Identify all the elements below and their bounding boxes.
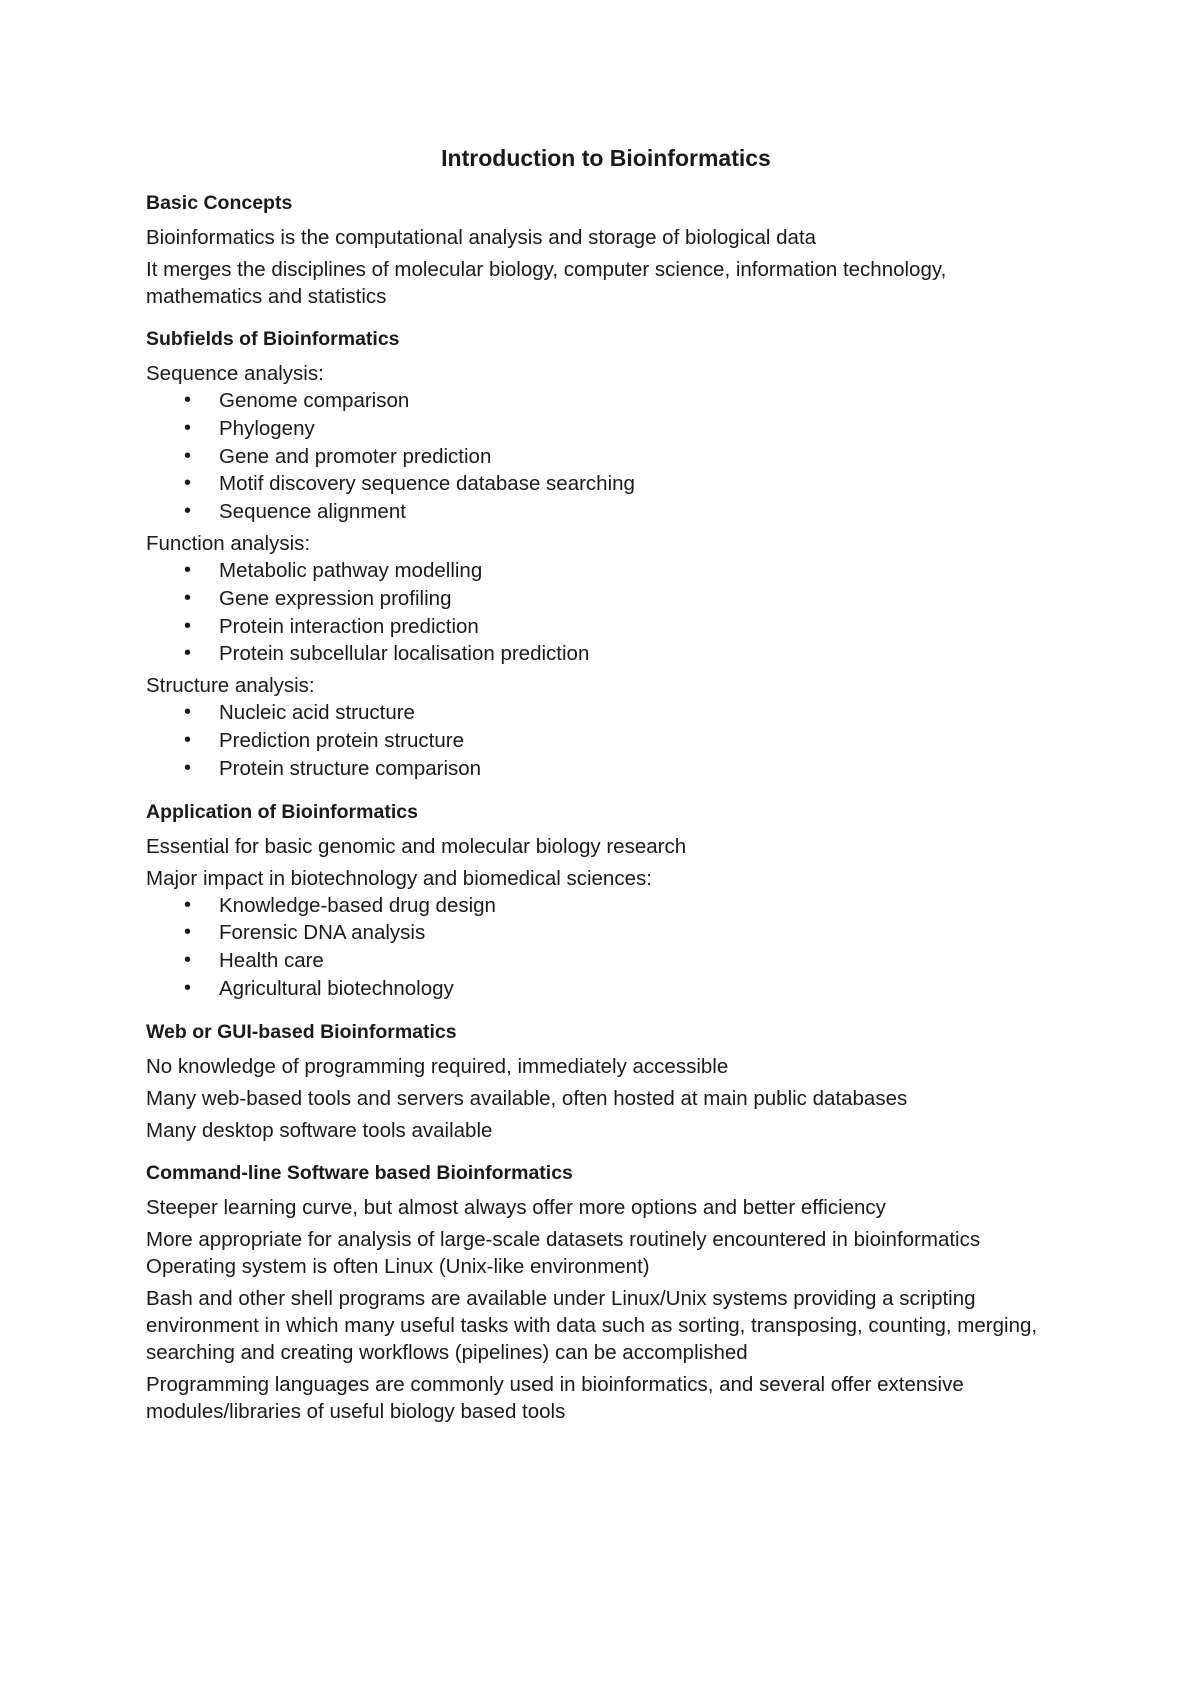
list-item (146, 755, 1066, 783)
bullet-icon: • (184, 921, 192, 944)
list-item (146, 387, 1066, 415)
list-item-text: Gene and promoter prediction (219, 444, 492, 468)
list-item (146, 919, 1066, 947)
bullet-list-application (146, 892, 1066, 1003)
paragraph: No knowledge of programming required, immediately accessible (146, 1054, 729, 1078)
list-item (146, 498, 1066, 526)
list-item (146, 557, 1066, 585)
list-item (146, 727, 1066, 755)
section-heading: Subfields of Bioinformatics (146, 328, 400, 350)
paragraph: Major impact in biotechnology and biomedical sciences: (146, 866, 652, 890)
bullet-icon: • (184, 728, 192, 751)
paragraph: Programming languages are commonly used in bioinformatics, and several offer extensive modules/libraries of useful biology based tools (146, 1372, 964, 1423)
list-item-text: Sequence alignment (219, 500, 406, 524)
group-label-structure: Structure analysis: (146, 674, 315, 698)
document-title: Introduction to Bioinformatics (441, 145, 771, 171)
list-item-text: Nucleic acid structure (219, 701, 415, 725)
section-application (146, 799, 1066, 1003)
list-item-text: Phylogeny (219, 416, 315, 440)
bullet-icon: • (184, 558, 192, 581)
list-item-text: Knowledge-based drug design (219, 893, 496, 917)
section-heading: Application of Bioinformatics (146, 800, 418, 823)
bullet-list-sequence (146, 387, 1066, 526)
section-subfields (146, 326, 1066, 783)
paragraph: Many desktop software tools available (146, 1118, 493, 1142)
bullet-icon: • (184, 389, 192, 411)
list-item (146, 947, 1066, 975)
bullet-icon: • (184, 976, 192, 999)
list-item (146, 892, 1066, 920)
list-item-text: Genome comparison (219, 389, 410, 412)
list-item (146, 443, 1066, 471)
paragraph: Operating system is often Linux (Unix-like environment) (146, 1254, 650, 1278)
list-item (146, 640, 1066, 668)
section-command-line (146, 1160, 1066, 1425)
bullet-icon: • (184, 416, 192, 439)
paragraph: Many web-based tools and servers available, often hosted at main public databases (146, 1086, 908, 1110)
section-basic-concepts (146, 190, 1066, 310)
section-web-gui (146, 1019, 1066, 1144)
section-heading: Web or GUI-based Bioinformatics (146, 1020, 457, 1043)
document-body (146, 145, 1066, 1441)
list-item-text: Protein structure comparison (219, 756, 482, 780)
list-item-text: Protein subcellular localisation prediction (219, 642, 590, 666)
list-item (146, 699, 1066, 727)
bullet-icon: • (184, 444, 192, 467)
list-item (146, 975, 1066, 1003)
group-label-function: Function analysis: (146, 531, 311, 555)
list-item-text: Metabolic pathway modelling (219, 558, 483, 582)
list-item (146, 415, 1066, 443)
bullet-icon: • (184, 893, 192, 916)
list-item-text: Gene expression profiling (219, 586, 452, 610)
list-item-text: Protein interaction prediction (219, 614, 479, 638)
bullet-icon: • (184, 642, 192, 665)
paragraph: Steeper learning curve, but almost always offer more options and better efficiency (146, 1195, 886, 1219)
paragraph: More appropriate for analysis of large-scale datasets routinely encountered in bioinformatics (146, 1227, 981, 1251)
section-heading: Basic Concepts (146, 192, 293, 214)
bullet-icon: • (184, 756, 192, 779)
section-heading: Command-line Software based Bioinformatics (146, 1161, 573, 1184)
list-item-text: Health care (219, 949, 324, 973)
list-item-text: Forensic DNA analysis (219, 921, 426, 945)
list-item-text: Agricultural biotechnology (219, 976, 454, 1000)
paragraph: Bash and other shell programs are available under Linux/Unix systems providing a scripting environment in which many useful tasks with data such as sorting, transposing, counting, merging, searching and creating workflows (pipelines) can be accomplished (146, 1286, 1038, 1364)
list-item-text: Motif discovery sequence database searching (219, 472, 635, 496)
paragraph: Essential for basic genomic and molecular biology research (146, 834, 687, 858)
paragraph: It merges the disciplines of molecular biology, computer science, information technology, mathematics and statistics (146, 258, 947, 308)
bullet-icon: • (184, 949, 192, 972)
bullet-list-structure (146, 699, 1066, 782)
list-item (146, 585, 1066, 613)
list-item (146, 470, 1066, 498)
list-item-text: Prediction protein structure (219, 728, 464, 752)
list-item (146, 613, 1066, 641)
bullet-icon: • (184, 614, 192, 637)
bullet-icon: • (184, 500, 192, 523)
bullet-icon: • (184, 701, 192, 724)
bullet-icon: • (184, 472, 192, 495)
group-label-sequence: Sequence analysis: (146, 362, 324, 385)
bullet-icon: • (184, 586, 192, 609)
bullet-list-function (146, 557, 1066, 668)
paragraph: Bioinformatics is the computational analysis and storage of biological data (146, 226, 817, 249)
